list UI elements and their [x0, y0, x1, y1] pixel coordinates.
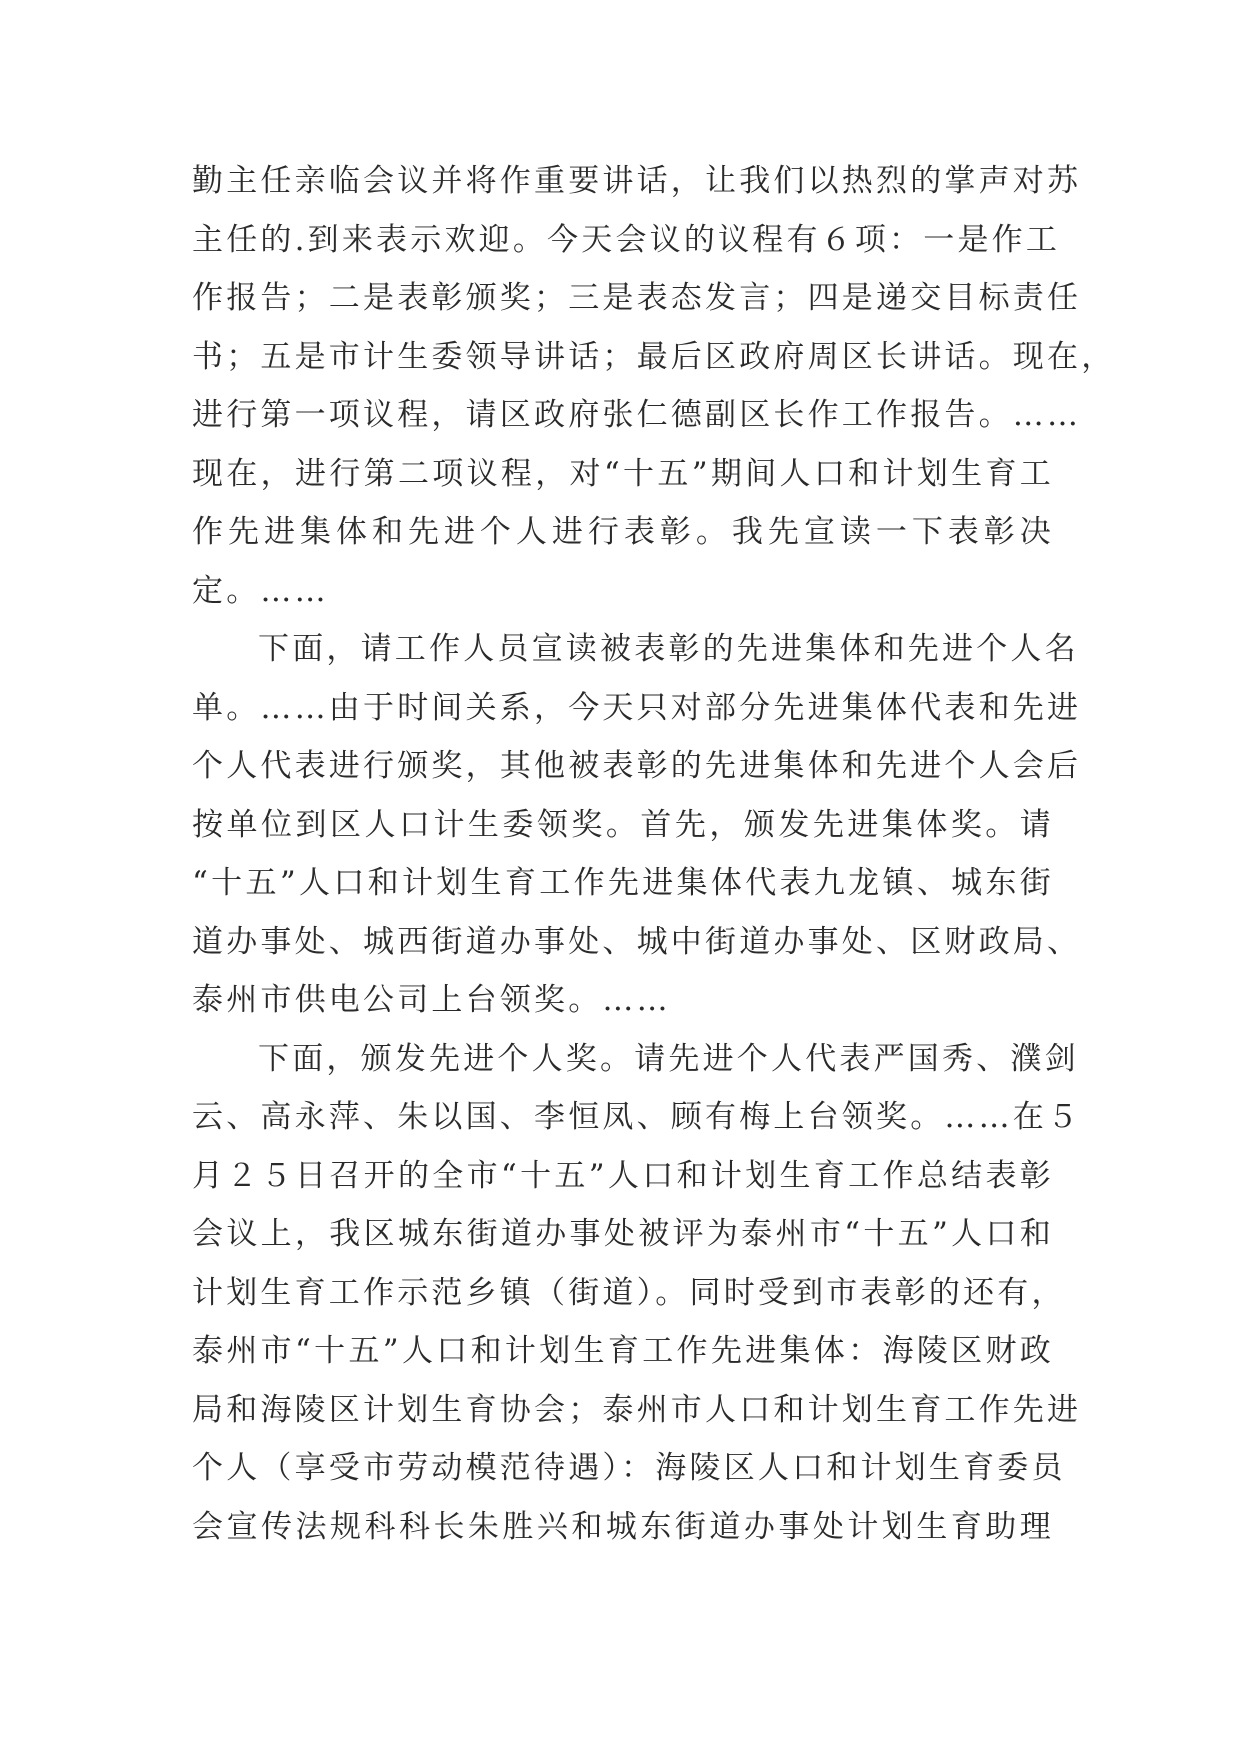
text-line: 按单位到区人口计生委领奖。首先，颁发先进集体奖。请 — [192, 806, 1054, 843]
text-line: 单。……由于时间关系，今天只对部分先进集体代表和先进 — [192, 689, 1082, 726]
text-line: 局和海陵区计划生育协会；泰州市人口和计划生育工作先进 — [192, 1391, 1082, 1428]
text-line: 主任的.到来表示欢迎。今天会议的议程有６项：一是作工 — [192, 221, 1061, 258]
text-line: 下面，请工作人员宣读被表彰的先进集体和先进个人名 — [258, 631, 1079, 667]
text-line: 道办事处、城西街道办事处、城中街道办事处、区财政局、 — [192, 923, 1082, 960]
text-line: 泰州市“十五”人口和计划生育工作先进集体：海陵区财政 — [192, 1333, 1054, 1369]
body-text — [192, 152, 1116, 1556]
text-line: 云、高永萍、朱以国、李恒凤、顾有梅上台领奖。……在５ — [192, 1099, 1082, 1135]
text-line: “十五”人口和计划生育工作先进集体代表九龙镇、城东街 — [192, 865, 1054, 901]
text-line: 下面，颁发先进个人奖。请先进个人代表严国秀、濮剑 — [258, 1040, 1079, 1077]
text-line: 会宣传法规科科长朱胜兴和城东街道办事处计划生育助理 — [192, 1508, 1054, 1545]
text-line: 个人（享受市劳动模范待遇）：海陵区人口和计划生育委员 — [192, 1450, 1066, 1486]
text-line: 现在，进行第二项议程，对“十五”期间人口和计划生育工 — [192, 455, 1054, 492]
text-line: 勤主任亲临会议并将作重要讲话，让我们以热烈的掌声对苏 — [192, 163, 1082, 199]
text-line: 作报告；二是表彰颁奖；三是表态发言；四是递交目标责任 — [192, 280, 1082, 316]
text-line: 月２５日召开的全市“十五”人口和计划生育工作总结表彰 — [192, 1157, 1054, 1194]
text-line: 作先进集体和先进个人进行表彰。我先宣读一下表彰决 — [192, 514, 1054, 550]
text-line: 计划生育工作示范乡镇（街道）。同时受到市表彰的还有， — [192, 1274, 1066, 1311]
text-line: 会议上，我区城东街道办事处被评为泰州市“十五”人口和 — [192, 1216, 1054, 1252]
text-line: 定。…… — [192, 572, 329, 609]
text-line: 书；五是市计生委领导讲话；最后区政府周区长讲话。现在， — [192, 338, 1116, 375]
text-line: 个人代表进行颁奖，其他被表彰的先进集体和先进个人会后 — [192, 748, 1082, 784]
text-line: 进行第一项议程，请区政府张仁德副区长作工作报告。…… — [192, 397, 1082, 433]
text-line: 泰州市供电公司上台领奖。…… — [192, 982, 671, 1018]
